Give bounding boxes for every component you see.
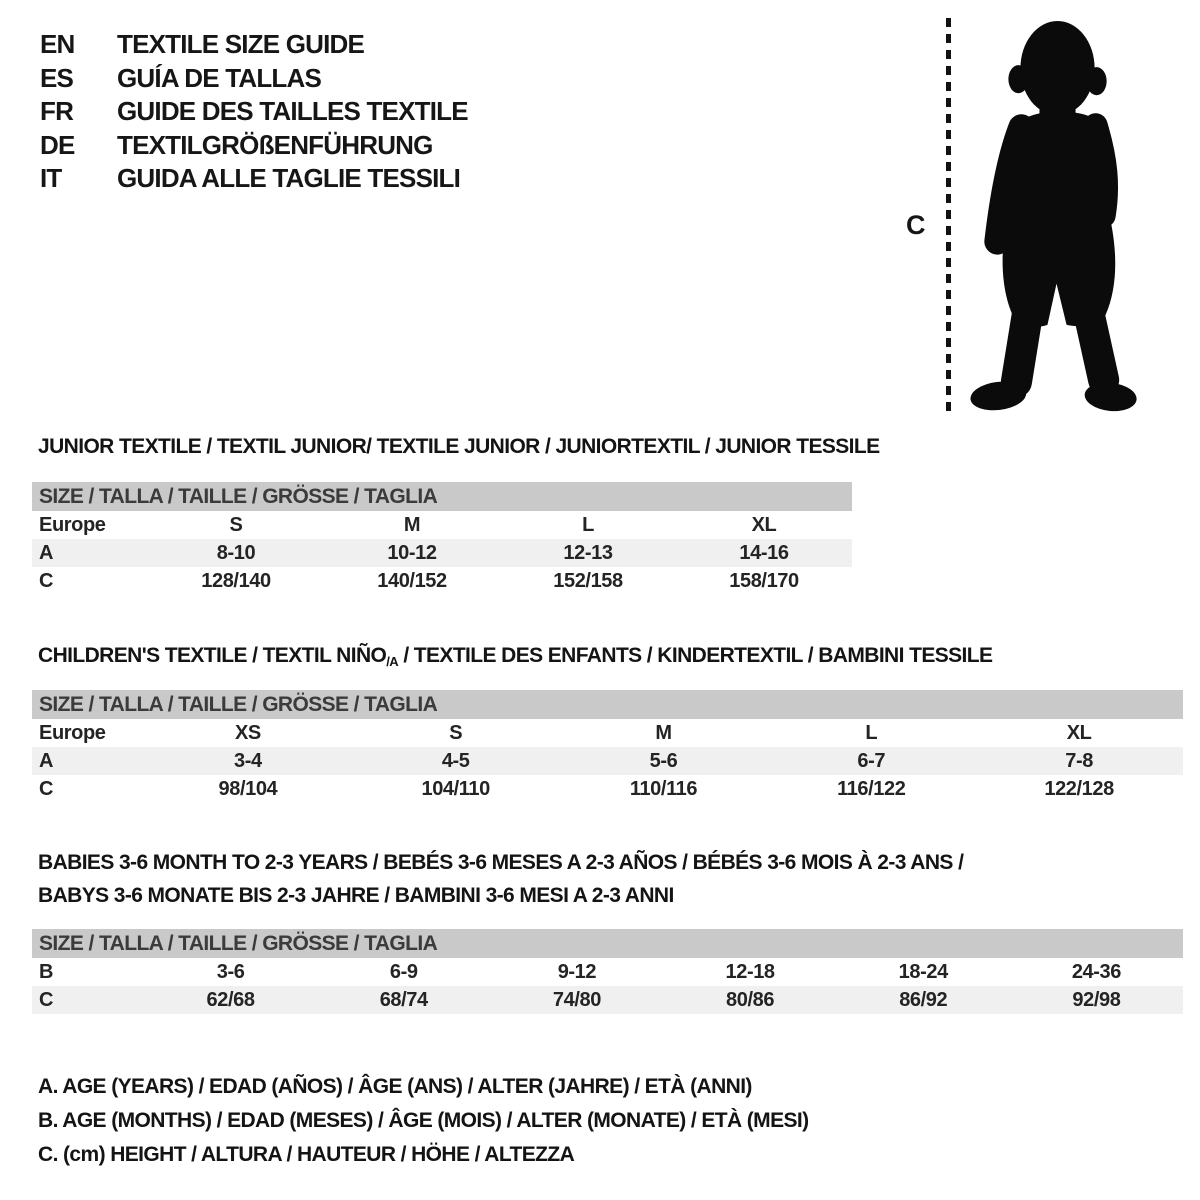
row-label: Europe bbox=[39, 513, 106, 536]
table-cell: 158/170 bbox=[729, 569, 799, 592]
children-title-suffix: / TEXTILE DES ENFANTS / KINDERTEXTIL / BAMBINI TESSILE bbox=[398, 644, 993, 667]
table-cell: 18-24 bbox=[898, 960, 948, 983]
legend-note-b: B. AGE (MONTHS) / EDAD (MESES) / ÂGE (MOIS) / ALTER (MONATE) / ETÀ (MESI) bbox=[38, 1109, 809, 1132]
table-row bbox=[32, 747, 1183, 775]
language-code: IT bbox=[40, 163, 62, 193]
babies-title-line1: BABIES 3-6 MONTH TO 2-3 YEARS / BEBÉS 3-6 MESES A 2-3 AÑOS / BÉBÉS 3-6 MOIS À 2-3 ANS / bbox=[38, 851, 964, 874]
legend-notes bbox=[38, 1070, 809, 1172]
table-cell: 5-6 bbox=[649, 749, 678, 772]
table-cell: 80/86 bbox=[726, 988, 775, 1011]
table-row bbox=[32, 775, 1183, 803]
baby-silhouette-icon bbox=[957, 13, 1143, 419]
children-title-prefix: CHILDREN'S TEXTILE / TEXTIL NIÑO bbox=[38, 644, 387, 667]
table-row bbox=[32, 986, 1183, 1014]
table-row bbox=[32, 719, 1183, 747]
language-row bbox=[40, 62, 468, 96]
table-row bbox=[32, 567, 852, 595]
table-cell: 86/92 bbox=[899, 988, 948, 1011]
language-code: ES bbox=[40, 62, 74, 93]
table-cell: 122/128 bbox=[1044, 777, 1114, 800]
babies-title-line2: BABYS 3-6 MONATE BIS 2-3 JAHRE / BAMBINI 3-6 MESI A 2-3 ANNI bbox=[38, 884, 674, 907]
language-title: GUIDE DES TAILLES TEXTILE bbox=[117, 96, 468, 126]
table-row bbox=[32, 539, 852, 567]
table-cell: 3-4 bbox=[234, 749, 262, 772]
table-cell: XL bbox=[1066, 721, 1092, 744]
height-dashed-line bbox=[946, 18, 951, 416]
language-row bbox=[40, 28, 468, 62]
table-cell: S bbox=[449, 721, 463, 744]
height-measure-label: C bbox=[906, 210, 926, 240]
table-cell: L bbox=[865, 721, 878, 744]
language-title: GUÍA DE TALLAS bbox=[117, 62, 322, 93]
table-cell: 14-16 bbox=[739, 541, 789, 564]
table-cell: 10-12 bbox=[387, 541, 437, 564]
table-cell: 68/74 bbox=[379, 988, 428, 1011]
language-code: EN bbox=[40, 29, 75, 59]
junior-section-title: JUNIOR TEXTILE / TEXTIL JUNIOR/ TEXTILE JUNIOR / JUNIORTEXTIL / JUNIOR TESSILE bbox=[38, 435, 880, 458]
table-cell: XL bbox=[751, 513, 777, 536]
row-label: C bbox=[39, 569, 54, 592]
babies-size-table bbox=[32, 929, 1183, 1014]
language-title-list bbox=[40, 28, 468, 196]
table-cell: 110/116 bbox=[629, 777, 698, 800]
row-label: Europe bbox=[39, 721, 106, 744]
table-cell: 8-10 bbox=[216, 541, 256, 564]
table-cell: 128/140 bbox=[201, 569, 271, 592]
junior-size-table bbox=[32, 482, 852, 595]
row-label: A bbox=[39, 749, 54, 772]
table-cell: 3-6 bbox=[216, 960, 245, 983]
size-header-bar: SIZE / TALLA / TAILLE / GRÖSSE / TAGLIA bbox=[32, 690, 1183, 719]
table-cell: 116/122 bbox=[837, 777, 906, 800]
table-cell: 12-13 bbox=[563, 541, 613, 564]
language-title: TEXTILE SIZE GUIDE bbox=[117, 29, 365, 59]
table-cell: 152/158 bbox=[553, 569, 623, 592]
size-header-bar: SIZE / TALLA / TAILLE / GRÖSSE / TAGLIA bbox=[32, 482, 852, 511]
language-row bbox=[40, 95, 468, 129]
table-cell: 12-18 bbox=[725, 960, 775, 983]
row-label: A bbox=[39, 541, 54, 564]
row-label: B bbox=[39, 960, 54, 983]
children-title-sub: /A bbox=[386, 654, 399, 669]
language-code: DE bbox=[40, 129, 75, 160]
language-row bbox=[40, 129, 468, 163]
babies-section-title bbox=[38, 846, 963, 912]
row-label: C bbox=[39, 988, 54, 1011]
size-header-bar: SIZE / TALLA / TAILLE / GRÖSSE / TAGLIA bbox=[32, 929, 1183, 958]
table-cell: 92/98 bbox=[1072, 988, 1121, 1011]
table-cell: 62/68 bbox=[206, 988, 255, 1011]
table-row bbox=[32, 958, 1183, 986]
language-code: FR bbox=[40, 96, 74, 126]
language-row bbox=[40, 162, 468, 196]
table-cell: 4-5 bbox=[441, 749, 470, 772]
row-label: C bbox=[39, 777, 54, 800]
language-title: TEXTILGRÖßENFÜHRUNG bbox=[117, 129, 433, 160]
legend-note-c: C. (cm) HEIGHT / ALTURA / HAUTEUR / HÖHE / ALTEZZA bbox=[38, 1143, 575, 1166]
table-cell: 9-12 bbox=[557, 960, 597, 983]
language-title: GUIDA ALLE TAGLIE TESSILI bbox=[117, 163, 461, 193]
table-cell: 24-36 bbox=[1071, 960, 1121, 983]
table-cell: L bbox=[582, 513, 594, 536]
table-cell: M bbox=[655, 721, 672, 744]
table-cell: XS bbox=[234, 721, 261, 744]
table-cell: 7-8 bbox=[1065, 749, 1093, 772]
table-cell: 98/104 bbox=[218, 777, 278, 800]
table-cell: 6-7 bbox=[857, 749, 886, 772]
children-section-title bbox=[38, 639, 992, 678]
table-cell: 74/80 bbox=[552, 988, 601, 1011]
table-cell: S bbox=[229, 513, 243, 536]
table-row bbox=[32, 511, 852, 539]
table-cell: 140/152 bbox=[377, 569, 447, 592]
table-cell: M bbox=[403, 513, 421, 536]
children-size-table bbox=[32, 690, 1183, 803]
table-cell: 6-9 bbox=[389, 960, 418, 983]
legend-note-a: A. AGE (YEARS) / EDAD (AÑOS) / ÂGE (ANS) / ALTER (JAHRE) / ETÀ (ANNI) bbox=[38, 1075, 752, 1098]
table-cell: 104/110 bbox=[421, 777, 490, 800]
